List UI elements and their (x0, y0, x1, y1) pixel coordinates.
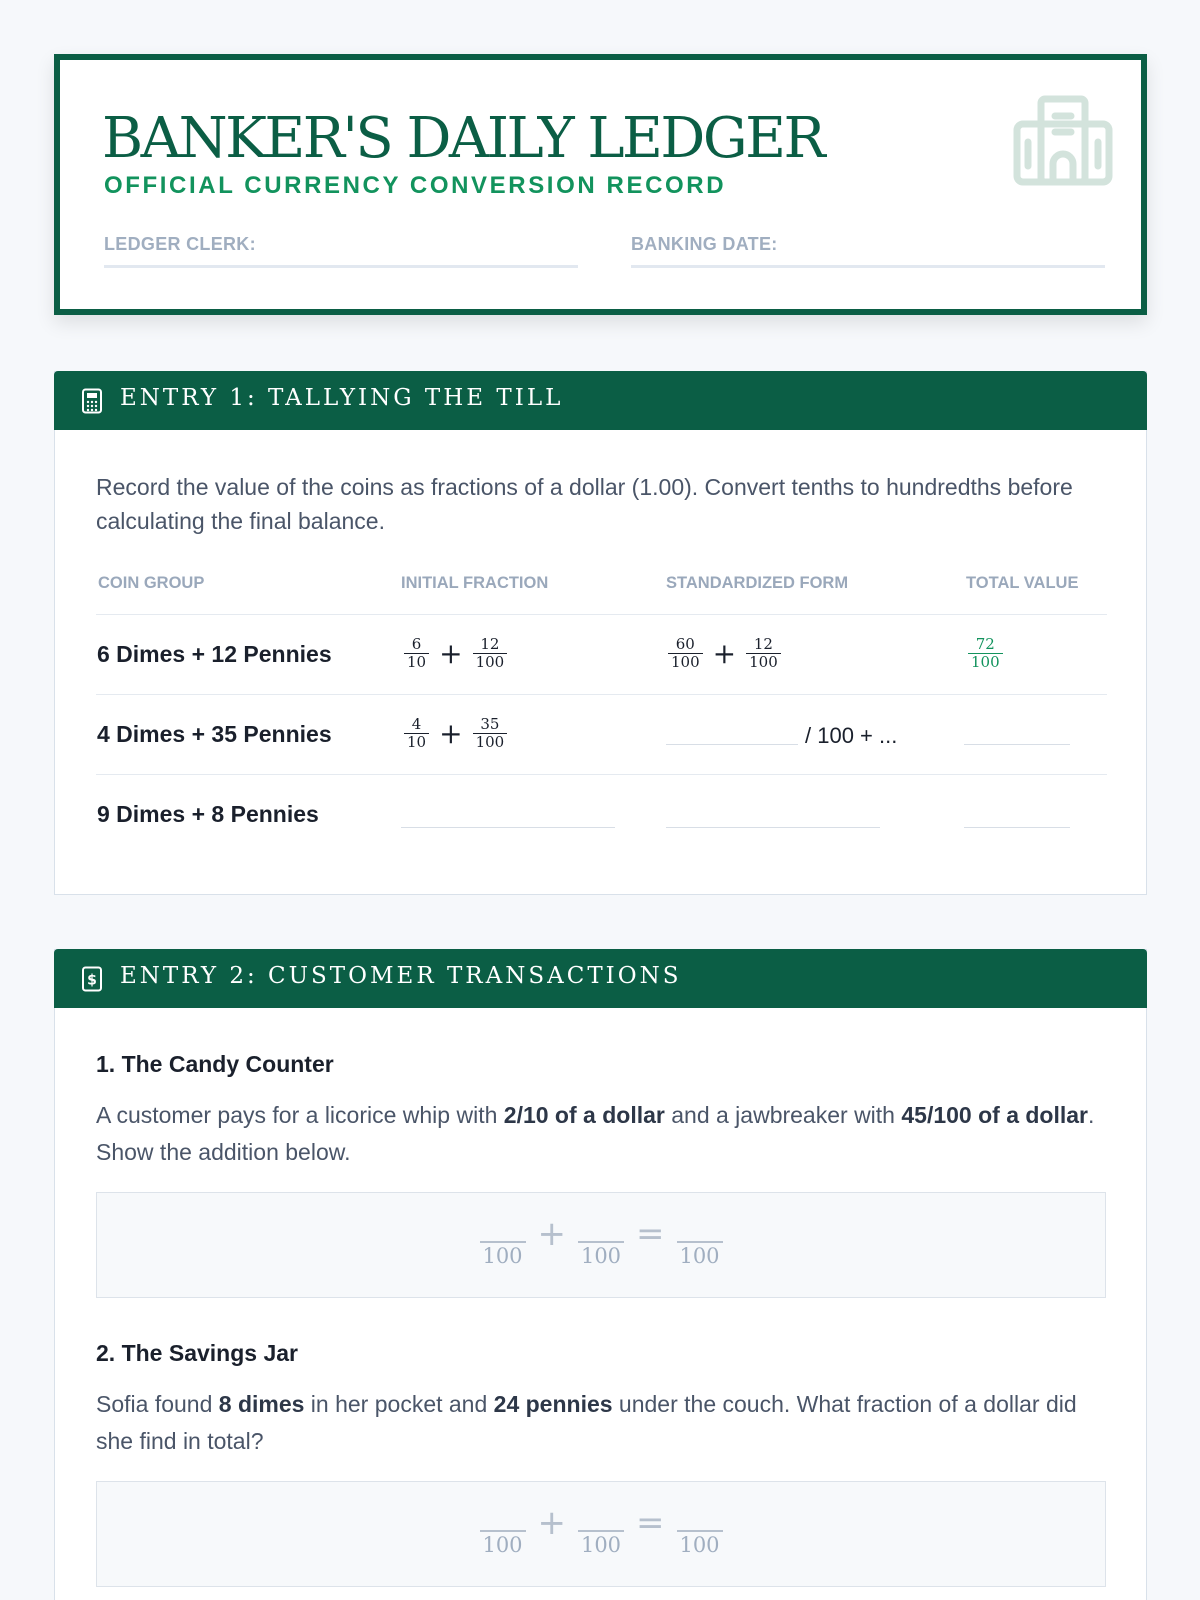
row-3-coin-group: 9 Dimes + 8 Pennies (97, 801, 319, 827)
fraction: $\frac{12}{100}$ (746, 636, 781, 671)
row-1-coin-group: 6 Dimes + 12 Pennies (97, 641, 332, 667)
banking-date-label: BANKING DATE: (631, 234, 778, 254)
entry-1-instructions: Record the value of the coins as fractions of a dollar (1.00). Convert tenths to hundredths before calculating the final balance. (96, 474, 1073, 534)
addition-equation: 100 + 100 = 100 (97, 1508, 1105, 1558)
fraction: $\frac{6}{10}$ (404, 636, 429, 671)
addition-equation: 100 + 100 = 100 (97, 1219, 1105, 1269)
blank-fraction[interactable]: 100 (677, 1508, 723, 1558)
problem-2-work-area[interactable] (96, 1481, 1106, 1587)
table-divider (96, 614, 1107, 615)
entry-1-title: ENTRY 1: TALLYING THE TILL (120, 385, 564, 411)
entry-1-section (54, 371, 1147, 895)
problem-1-title: 1. The Candy Counter (96, 1051, 334, 1077)
row-1-standardized-form: $\frac{60}{100}$ + $\frac{12}{100}$ (666, 636, 783, 671)
fraction: $\frac{60}{100}$ (668, 636, 703, 671)
row-2-standardized-partial: / 100 + ... (805, 723, 898, 748)
table-row-divider (96, 694, 1107, 695)
page-subtitle: OFFICIAL CURRENCY CONVERSION RECORD (104, 172, 727, 199)
row-1-total-value (966, 636, 1005, 671)
table-row-divider (96, 774, 1107, 775)
fraction: $\frac{12}{100}$ (473, 636, 508, 671)
column-header-standardized-form: STANDARDIZED FORM (666, 574, 849, 592)
row-1-initial-fraction: $\frac{6}{10}$ + $\frac{12}{100}$ (402, 636, 509, 671)
row-3-total-blank[interactable] (964, 827, 1070, 828)
dollar-receipt-icon (81, 966, 103, 992)
problem-1-text: A customer pays for a licorice whip with 2/10 of a dollar and a jawbreaker with 45/100 of a dollar. Show the addition below. (96, 1102, 1095, 1165)
ledger-header (54, 54, 1147, 315)
row-2-coin-group: 4 Dimes + 35 Pennies (97, 721, 332, 747)
page-title: BANKER'S DAILY LEDGER (102, 106, 824, 171)
ledger-clerk-field[interactable] (104, 234, 578, 268)
entry-1-header (54, 371, 1147, 430)
fraction: $\frac{35}{100}$ (473, 716, 508, 751)
fraction: $\frac{4}{10}$ (404, 716, 429, 751)
row-2-initial-fraction: $\frac{4}{10}$ + $\frac{35}{100}$ (402, 716, 509, 751)
problem-2-text: Sofia found 8 dimes in her pocket and 24 pennies under the couch. What fraction of a dollar did she find in total? (96, 1391, 1077, 1454)
row-2-standardized-blank[interactable] (666, 744, 798, 745)
problem-2-title: 2. The Savings Jar (96, 1340, 298, 1366)
blank-fraction[interactable]: 100 (578, 1508, 624, 1558)
svg-text:$: $ (87, 972, 97, 989)
column-header-total-value: TOTAL VALUE (966, 574, 1079, 592)
row-3-standardized-blank[interactable] (666, 827, 880, 828)
bank-building-icon (1013, 94, 1113, 188)
column-header-initial-fraction: INITIAL FRACTION (401, 574, 549, 592)
entry-2-header (54, 949, 1147, 1008)
column-header-coin-group: COIN GROUP (98, 574, 205, 592)
blank-fraction[interactable]: 100 (480, 1508, 526, 1558)
problem-1-work-area[interactable] (96, 1192, 1106, 1298)
blank-fraction[interactable]: 100 (677, 1219, 723, 1269)
row-2-total-blank[interactable] (964, 744, 1070, 745)
fraction: $\frac{72}{100}$ (968, 636, 1003, 671)
calculator-icon (81, 388, 103, 414)
ledger-clerk-label: LEDGER CLERK: (104, 234, 256, 254)
entry-2-title: ENTRY 2: CUSTOMER TRANSACTIONS (120, 963, 682, 989)
entry-2-section (54, 949, 1147, 1600)
blank-fraction[interactable]: 100 (480, 1219, 526, 1269)
banking-date-field[interactable] (631, 234, 1105, 268)
row-3-initial-blank[interactable] (401, 827, 615, 828)
blank-fraction[interactable]: 100 (578, 1219, 624, 1269)
